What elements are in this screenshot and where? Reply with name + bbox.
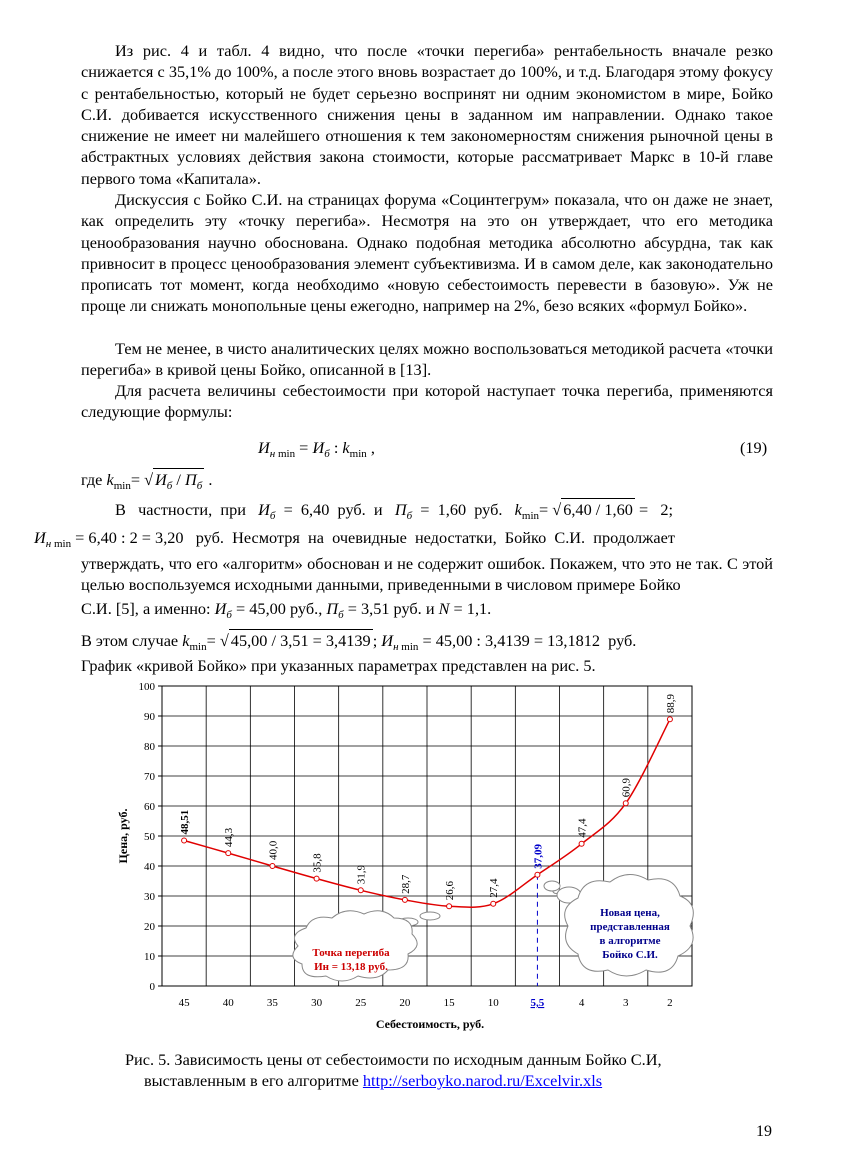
data-point	[226, 851, 231, 856]
x-tick-label: 25	[355, 997, 367, 1009]
where-line: где $k_{min}=$ √ $И_б / П_б$ .	[81, 468, 212, 497]
x-tick-label: 10	[487, 997, 499, 1009]
y-tick-label: 100	[138, 681, 155, 693]
paragraph-4: Для расчета величины себестоимости при которой наступает точка перегиба, применяются следующие формулы:	[81, 381, 773, 422]
y-tick-label: 50	[144, 831, 155, 843]
callout-new-price-line-1: Новая цена,	[600, 907, 660, 919]
y-tick-labels	[139, 681, 156, 993]
data-point	[402, 897, 407, 902]
data-label: 35,8	[311, 853, 324, 873]
x-tick-labels	[179, 997, 673, 1009]
x-tick-label: 2	[667, 997, 673, 1009]
callout-new-price-line-3: в алгоритме	[599, 935, 661, 947]
paragraph-5: утверждать, что его «алгоритм» обоснован и не содержит ошибок. Покажем, что это не так. С этой целью воспользуемся исходными данными, приведенными в числовом примере Бойко	[81, 554, 773, 595]
example-params-line: С.И. [5], а именно: $И_б = 45,00$ руб., $П_б = 3,51$ руб. и N = 1,1.	[81, 599, 492, 621]
price-vs-cost-chart	[100, 676, 740, 1041]
x-tick-label: 40	[222, 997, 234, 1009]
data-point	[579, 841, 584, 846]
figure-caption: Рис. 5. Зависимость цены от себестоимости по исходным данным Бойко С.И, выставленным в его алгоритме http://serboyko.narod.ru/Excelvir.xls	[125, 1050, 662, 1090]
data-label: 88,9	[664, 694, 677, 714]
data-point	[667, 717, 672, 722]
callout-new-price-line-2: представленная	[590, 921, 670, 933]
callout-inflection-line-1: Точка перегиба	[312, 947, 390, 959]
data-label: 60,9	[620, 778, 633, 798]
x-axis-label: Себестоимость, руб.	[375, 1017, 485, 1031]
y-tick-label: 10	[144, 951, 155, 963]
data-point	[314, 876, 319, 881]
data-point	[623, 801, 628, 806]
data-label: 26,6	[444, 880, 457, 901]
formula-19: $И_{н min} = И_б$ : $k_{min}$ ,	[258, 438, 375, 460]
data-label: 48,51	[179, 809, 192, 835]
data-point	[535, 872, 540, 877]
paragraph-2: Дискуссия с Бойко С.И. на страницах форума «Социнтегрум» показала, что он даже не знает, как определить эту «точку перегиба». Несмотря на это он утверждает, что его методика ценообразования научно обоснована. Однако подобная методика абсолютно абсурдна, так как привносит в процесс ценообразования элемент субъективизма. И в самом деле, как законодательно прописать тот момент, когда необходимо «новую себестоимость перевести в базовую». Уж не проще ли снижать монопольные цены ежегодно, например на 2%, безо всяких «формул Бойко».	[81, 190, 773, 316]
x-tick-label: 30	[311, 997, 323, 1009]
data-label: 47,4	[576, 818, 589, 838]
paragraph-3: Тем не менее, в чисто аналитических целях можно воспользоваться методикой расчета «точки перегиба» в кривой цены Бойко, описанной в [13].	[81, 339, 773, 380]
page-number: 19	[756, 1123, 772, 1140]
callout-new-price-line-4: Бойко С.И.	[602, 949, 658, 961]
y-tick-label: 0	[149, 981, 155, 993]
data-point	[270, 864, 275, 869]
y-axis-label: Цена, руб.	[116, 808, 130, 864]
x-tick-label: 15	[443, 997, 455, 1009]
data-label: 27,4	[488, 878, 501, 898]
x-tick-label: 45	[178, 997, 190, 1009]
callout-inflection-line-2: Ин = 13,18 руб.	[314, 961, 388, 973]
x-tick-label: 3	[623, 997, 629, 1009]
formula-number: (19)	[740, 438, 768, 457]
data-point	[182, 838, 187, 843]
data-label: 31,9	[355, 865, 368, 885]
data-label: 37,09	[532, 843, 545, 869]
y-tick-label: 70	[144, 771, 155, 783]
data-point	[491, 901, 496, 906]
y-tick-label: 20	[144, 921, 155, 933]
data-label: 28,7	[399, 874, 412, 894]
data-label: 40,0	[267, 840, 280, 860]
y-tick-label: 40	[144, 861, 155, 873]
x-tick-label: 35	[266, 997, 278, 1009]
example-line-1: В частности, при $И_б = 6,40$ руб. и $П_б = 1,60$ руб. $k_{min}=$ √ 6,40 / 1,60 = 2;	[115, 500, 674, 522]
data-point	[358, 888, 363, 893]
example-calc-line: В этом случае $k_{min}=$ √ 45,00 / 3,51 = 3,4139 ; $И_{н min} = 45,00$ : 3,4139 = 13,1812 руб.	[81, 631, 637, 653]
data-point	[447, 904, 452, 909]
y-tick-label: 80	[144, 741, 155, 753]
data-label: 44,3	[223, 827, 236, 848]
paragraph-1: Из рис. 4 и табл. 4 видно, что после «точки перегиба» рентабельность вначале резко снижается с 35,1% до 100%, а после этого вновь возрастает до 100%, и т.д. Благодаря этому фокусу с рентабельностью, который не будет серьезно воспринят ни одним экономистом в мире, Бойко С.И. добивается искусственного снижения цены в заданном им направлении. Однако такое снижение не имеет ни малейшего отношения к тем закономерностям снижения рыночной цены в абстрактных условиях действия закона стоимости, которые рассматривает Маркс в 10-й главе первого тома «Капитала».	[81, 41, 773, 188]
x-tick-label: 20	[399, 997, 411, 1009]
y-tick-label: 30	[144, 891, 155, 903]
example-line-2: $И_{н min} = 6,40$ : 2 = 3,20 руб. Несмотря на очевидные недостатки, Бойко С.И. продолжает	[34, 528, 675, 550]
y-tick-label: 90	[144, 711, 155, 723]
x-tick-label: 4	[578, 997, 585, 1009]
chart-intro-line: График «кривой Бойко» при указанных параметрах представлен на рис. 5.	[81, 656, 596, 675]
excel-link[interactable]: http://serboyko.narod.ru/Excelvir.xls	[362, 1071, 603, 1090]
y-tick-label: 60	[144, 801, 155, 813]
x-tick-label: 5,5	[530, 997, 545, 1009]
